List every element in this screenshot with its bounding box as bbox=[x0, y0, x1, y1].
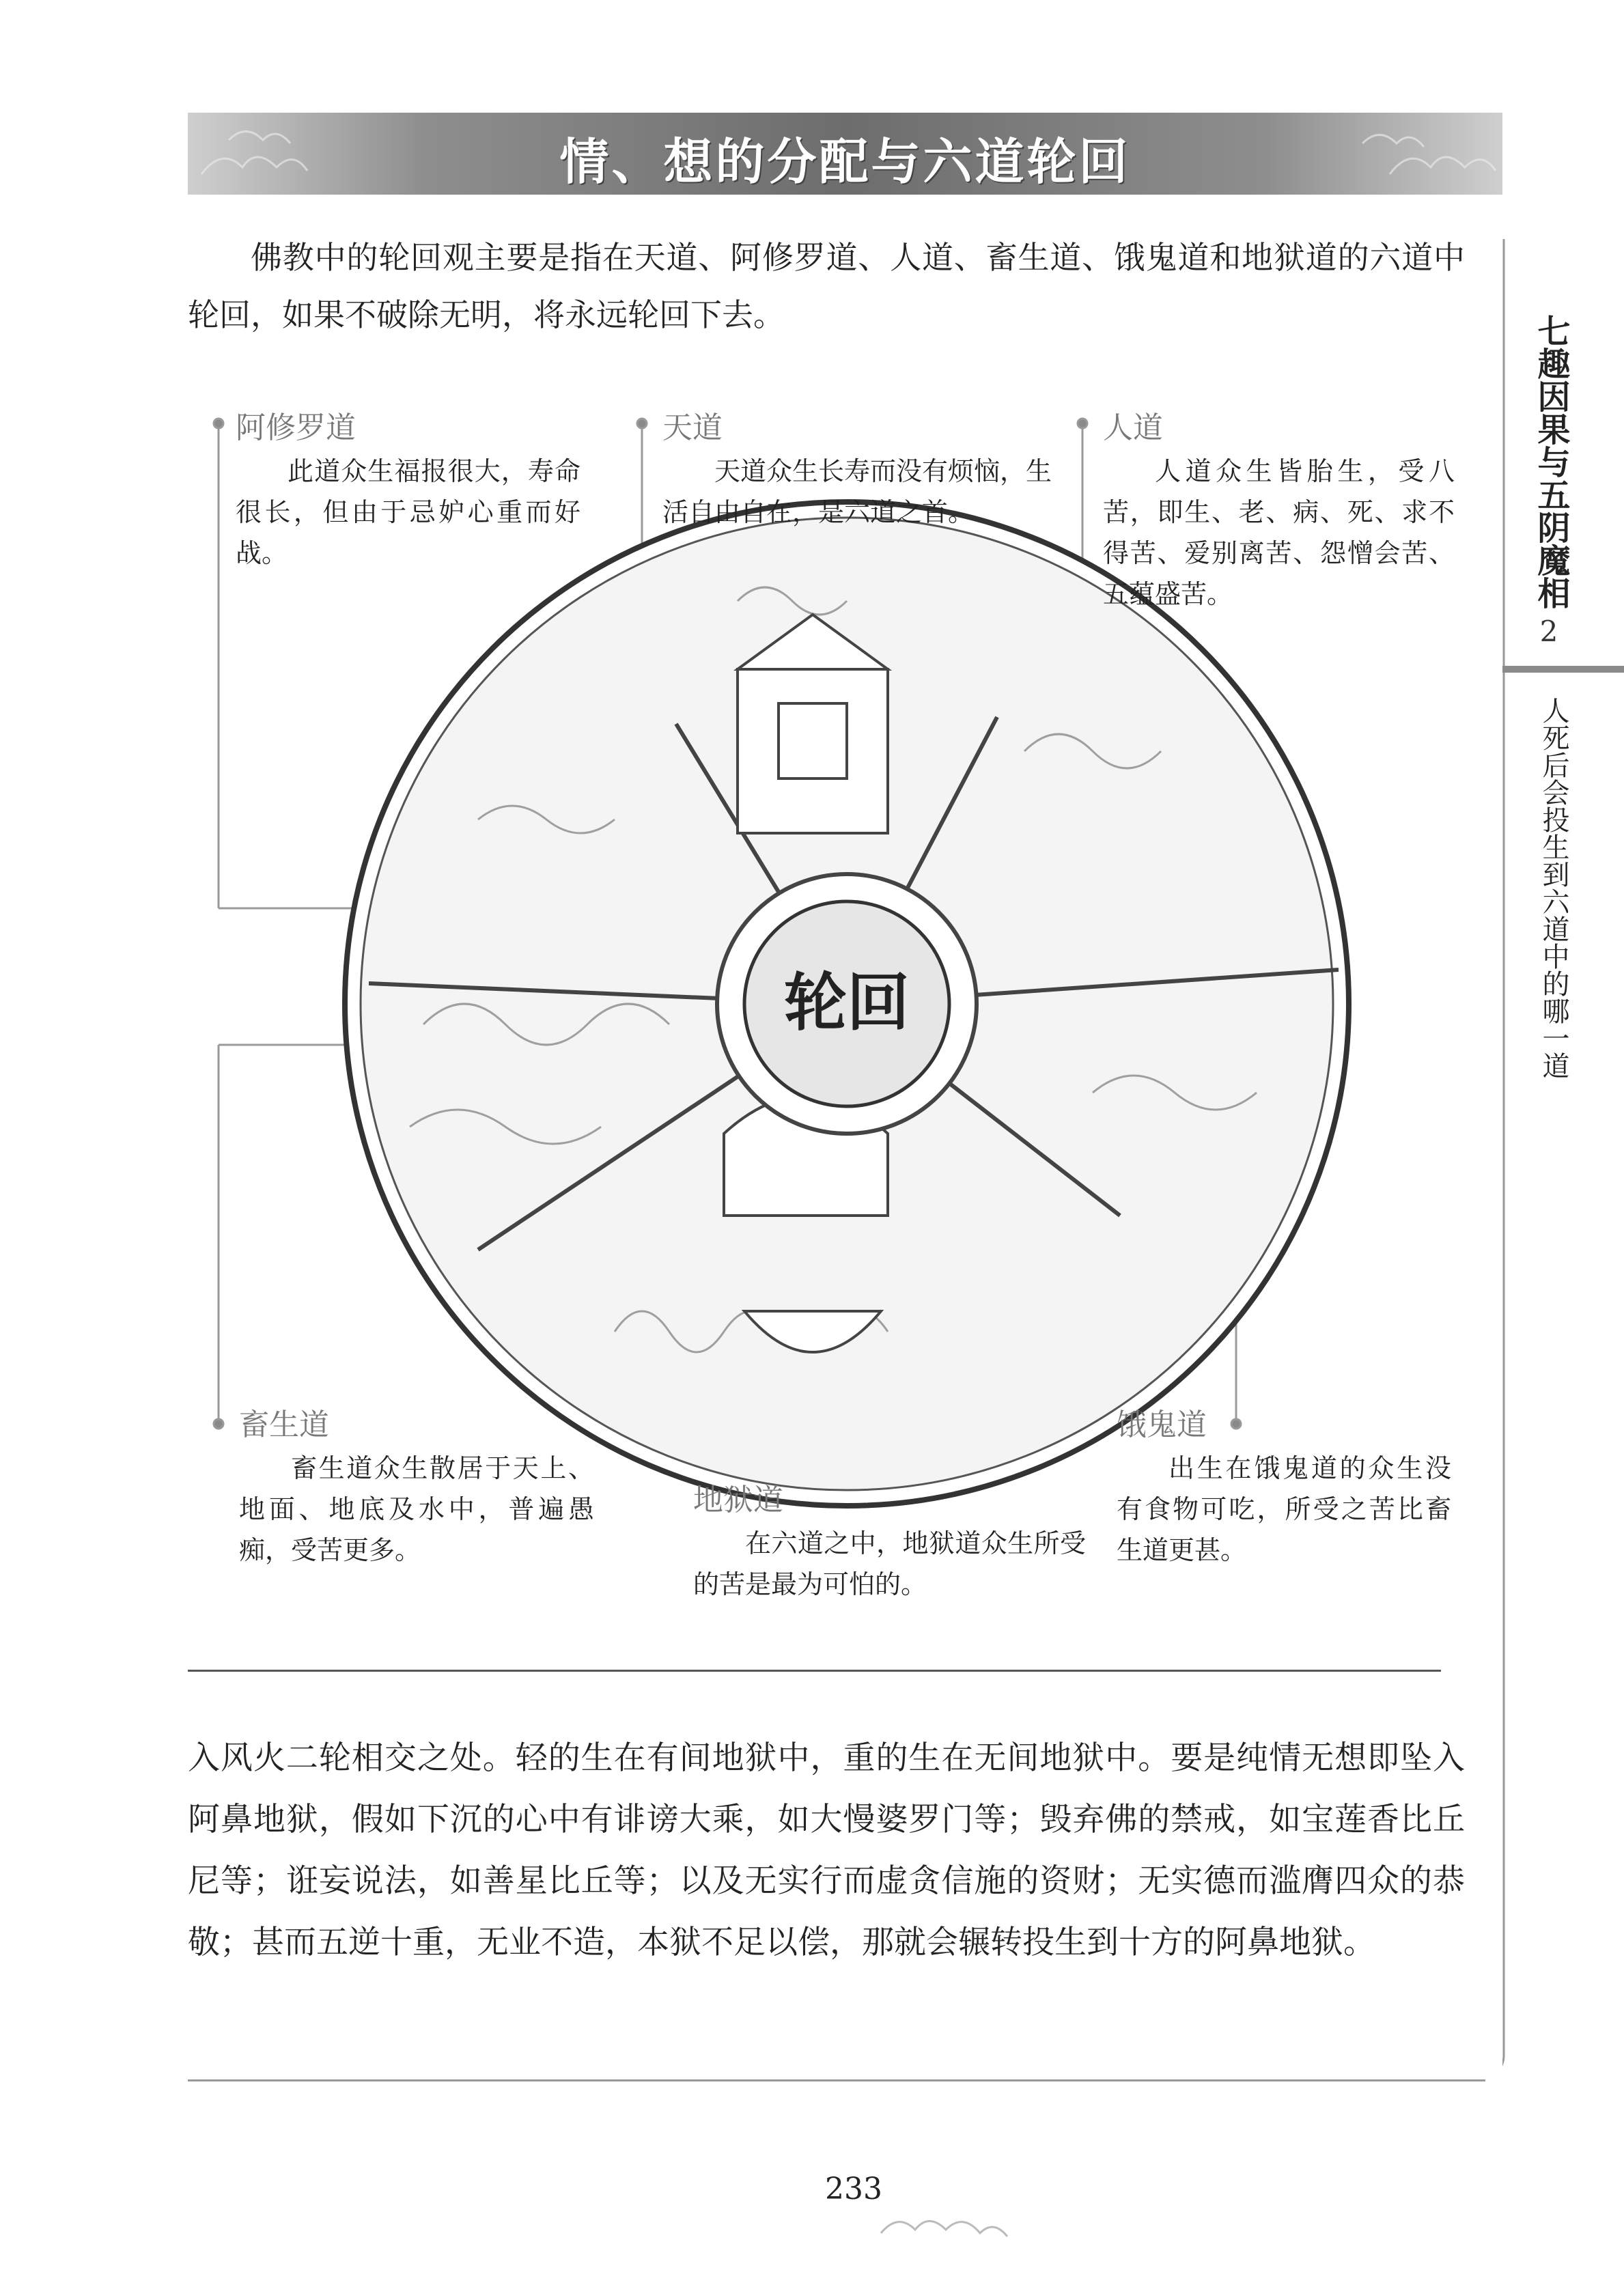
section-title: 人死后会投生到六道中的哪一道 bbox=[1538, 697, 1569, 1079]
callout-text-human: 人道众生皆胎生，受八苦，即生、老、病、死、求不得苦、爱别离苦、怨憎会苦、五蕴盛苦。 bbox=[1103, 456, 1455, 609]
chapter-title: 七趣因果与五阴魔相 bbox=[1532, 314, 1570, 609]
callout-text-animal: 畜生道众生散居于天上、地面、地底及水中，普遍愚痴，受苦更多。 bbox=[239, 1453, 594, 1565]
callout-label-hell: 地狱道 bbox=[693, 1483, 783, 1517]
callout-text-hell: 在六道之中，地狱道众生所受的苦是最为可怕的。 bbox=[693, 1528, 1086, 1599]
callout-label-ghost: 饿鬼道 bbox=[1117, 1407, 1207, 1442]
callout-label-animal: 畜生道 bbox=[239, 1407, 329, 1442]
page-title: 情、想的分配与六道轮回 bbox=[559, 133, 1131, 191]
bottom-rule bbox=[188, 2079, 1485, 2081]
callout-text-ghost: 出生在饿鬼道的众生没有食物可吃，所受之苦比畜生道更甚。 bbox=[1117, 1453, 1451, 1565]
callout-label-heaven: 天道 bbox=[662, 410, 723, 445]
page-number: 233 bbox=[825, 2172, 882, 2206]
callout-label-asura: 阿修罗道 bbox=[236, 410, 356, 445]
callout-text-asura: 此道众生福报很大，寿命很长，但由于忌妒心重而好战。 bbox=[236, 456, 580, 568]
wheel-center-label: 轮回 bbox=[783, 966, 910, 1039]
intro-paragraph: 佛教中的轮回观主要是指在天道、阿修罗道、人道、畜生道、饿鬼道和地狱道的六道中轮回，如果不破除无明，将永远轮回下去。 bbox=[188, 239, 1465, 333]
callout-text-heaven: 天道众生长寿而没有烦恼，生活自由自在，是六道之首。 bbox=[662, 456, 1052, 527]
section-separator bbox=[188, 1670, 1441, 1672]
body-paragraph: 入风火二轮相交之处。轻的生在有间地狱中，重的生在无间地狱中。要是纯情无想即坠入阿鼻地狱，假如下沉的心中有诽谤大乘，如大慢婆罗门等；毁弃佛的禁戒，如宝莲香比丘尼等；诳妄说法，如善星比丘等；以及无实行而虚贪信施的资财；无实德而滥膺四众的恭敬；甚而五逆十重，无业不造，本狱不足以偿，那就会辗转投生到十方的阿鼻地狱。 bbox=[188, 1739, 1465, 1961]
callout-label-human: 人道 bbox=[1103, 410, 1163, 445]
chapter-number: 2 bbox=[1539, 615, 1558, 648]
cloud-ornament-icon bbox=[874, 2206, 1024, 2247]
